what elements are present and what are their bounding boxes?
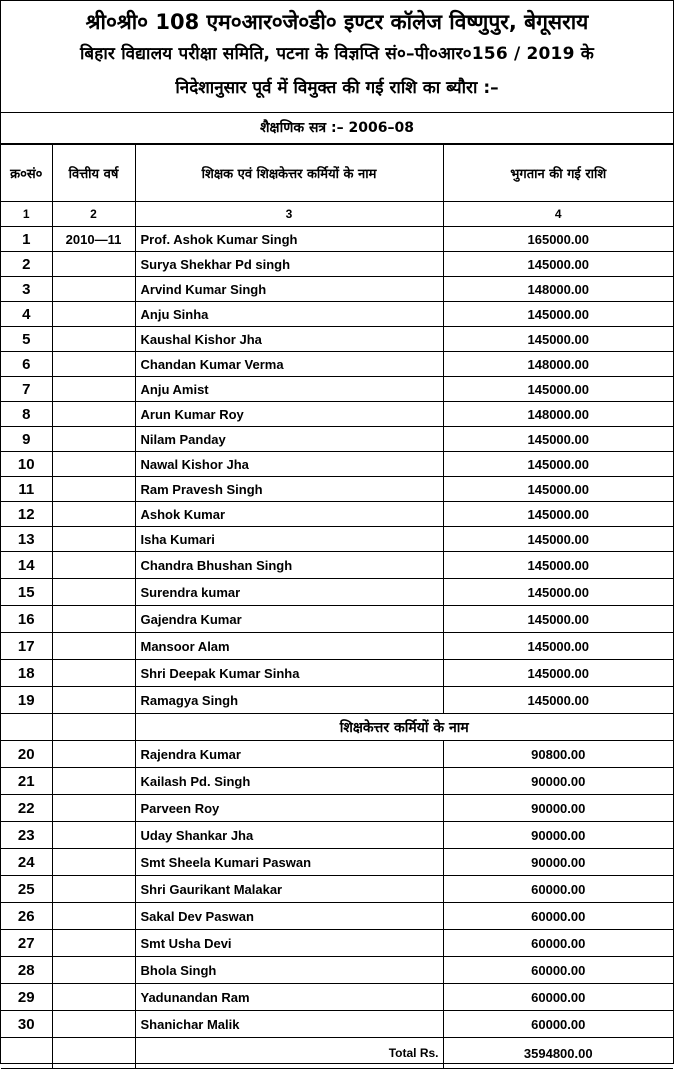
paid-amount: 60000.00	[443, 876, 673, 903]
serial-number: 23	[1, 822, 52, 849]
paid-amount: 90000.00	[443, 795, 673, 822]
person-name: Sakal Dev Paswan	[135, 903, 443, 930]
person-name: Chandra Bhushan Singh	[135, 552, 443, 579]
table-row	[1, 377, 673, 402]
table-row	[1, 452, 673, 477]
paid-amount: 165000.00	[443, 227, 673, 252]
paid-amount: 145000.00	[443, 252, 673, 277]
table-row	[1, 302, 673, 327]
serial-number: 28	[1, 957, 52, 984]
column-header-amount: भुगतान की गई राशि	[443, 145, 673, 202]
person-name: Surya Shekhar Pd singh	[135, 252, 443, 277]
paid-amount: 60000.00	[443, 1011, 673, 1038]
paid-amount: 90000.00	[443, 849, 673, 876]
empty-cell	[52, 714, 135, 741]
paid-amount: 148000.00	[443, 352, 673, 377]
financial-year	[52, 903, 135, 930]
serial-number: 21	[1, 768, 52, 795]
table-row	[1, 984, 673, 1011]
financial-year	[52, 427, 135, 452]
serial-number: 26	[1, 903, 52, 930]
table-row	[1, 502, 673, 527]
financial-year	[52, 768, 135, 795]
table-row	[1, 427, 673, 452]
paid-amount: 148000.00	[443, 402, 673, 427]
paid-amount: 145000.00	[443, 502, 673, 527]
academic-session: शैक्षणिक सत्र :– 2006–08	[1, 113, 673, 144]
paid-amount: 60000.00	[443, 957, 673, 984]
person-name: Surendra kumar	[135, 579, 443, 606]
financial-year	[52, 822, 135, 849]
financial-year	[52, 1011, 135, 1038]
table-row	[1, 876, 673, 903]
table-row	[1, 633, 673, 660]
person-name: Nilam Panday	[135, 427, 443, 452]
financial-year	[52, 452, 135, 477]
serial-number: 15	[1, 579, 52, 606]
person-name: Shri Deepak Kumar Sinha	[135, 660, 443, 687]
college-name: श्री०श्री० 108 एम०आर०जे०डी० इण्टर कॉलेज विष्णुपुर, बेगूसराय	[85, 10, 589, 34]
person-name: Ramagya Singh	[135, 687, 443, 714]
person-name: Arun Kumar Roy	[135, 402, 443, 427]
serial-number: 13	[1, 527, 52, 552]
financial-year	[52, 552, 135, 579]
serial-number: 6	[1, 352, 52, 377]
financial-year	[52, 606, 135, 633]
financial-year	[52, 327, 135, 352]
paid-amount: 145000.00	[443, 579, 673, 606]
serial-number: 30	[1, 1011, 52, 1038]
serial-number: 18	[1, 660, 52, 687]
serial-number: 2	[1, 252, 52, 277]
table-row	[1, 277, 673, 302]
financial-year	[52, 876, 135, 903]
serial-number: 14	[1, 552, 52, 579]
column-number: 2	[52, 202, 135, 227]
table-row	[1, 402, 673, 427]
total-amount: 3594800.00	[443, 1038, 673, 1069]
person-name: Uday Shankar Jha	[135, 822, 443, 849]
person-name: Rajendra Kumar	[135, 741, 443, 768]
column-header-sno: क्र०सं०	[1, 145, 52, 202]
column-header-row	[1, 145, 673, 202]
serial-number: 5	[1, 327, 52, 352]
serial-number: 11	[1, 477, 52, 502]
serial-number: 16	[1, 606, 52, 633]
paid-amount: 60000.00	[443, 984, 673, 1011]
person-name: Anju Sinha	[135, 302, 443, 327]
table-row	[1, 660, 673, 687]
notification-reference: बिहार विद्यालय परीक्षा समिति, पटना के विज्ञप्ति सं०–पी०आर०156 / 2019 के	[79, 44, 594, 64]
paid-amount: 145000.00	[443, 477, 673, 502]
serial-number: 7	[1, 377, 52, 402]
serial-number: 19	[1, 687, 52, 714]
serial-number: 12	[1, 502, 52, 527]
person-name: Parveen Roy	[135, 795, 443, 822]
person-name: Arvind Kumar Singh	[135, 277, 443, 302]
person-name: Gajendra Kumar	[135, 606, 443, 633]
serial-number: 24	[1, 849, 52, 876]
table-row	[1, 527, 673, 552]
person-name: Yadunandan Ram	[135, 984, 443, 1011]
serial-number: 29	[1, 984, 52, 1011]
column-header-year: वित्तीय वर्ष	[52, 145, 135, 202]
person-name: Prof. Ashok Kumar Singh	[135, 227, 443, 252]
paid-amount: 145000.00	[443, 687, 673, 714]
column-number: 3	[135, 202, 443, 227]
serial-number: 1	[1, 227, 52, 252]
statement-title: निदेशानुसार पूर्व में विमुक्त की गई राशि का ब्यौरा :–	[175, 78, 499, 98]
serial-number: 4	[1, 302, 52, 327]
serial-number: 17	[1, 633, 52, 660]
person-name: Kaushal Kishor Jha	[135, 327, 443, 352]
table-row	[1, 327, 673, 352]
person-name: Smt Usha Devi	[135, 930, 443, 957]
serial-number: 9	[1, 427, 52, 452]
person-name: Ashok Kumar	[135, 502, 443, 527]
paid-amount: 145000.00	[443, 427, 673, 452]
table-row	[1, 579, 673, 606]
table-row	[1, 903, 673, 930]
table-row	[1, 768, 673, 795]
financial-year	[52, 477, 135, 502]
document-header	[1, 1, 673, 113]
payment-table	[1, 144, 673, 1069]
person-name: Shanichar Malik	[135, 1011, 443, 1038]
financial-year	[52, 741, 135, 768]
person-name: Shri Gaurikant Malakar	[135, 876, 443, 903]
financial-year	[52, 402, 135, 427]
paid-amount: 145000.00	[443, 327, 673, 352]
financial-year	[52, 633, 135, 660]
person-name: Mansoor Alam	[135, 633, 443, 660]
person-name: Smt Sheela Kumari Paswan	[135, 849, 443, 876]
paid-amount: 148000.00	[443, 277, 673, 302]
financial-year	[52, 252, 135, 277]
person-name: Ram Pravesh Singh	[135, 477, 443, 502]
financial-year	[52, 352, 135, 377]
paid-amount: 145000.00	[443, 302, 673, 327]
paid-amount: 145000.00	[443, 633, 673, 660]
financial-year	[52, 849, 135, 876]
paid-amount: 145000.00	[443, 377, 673, 402]
paid-amount: 60000.00	[443, 903, 673, 930]
serial-number: 10	[1, 452, 52, 477]
paid-amount: 60000.00	[443, 930, 673, 957]
paid-amount: 145000.00	[443, 452, 673, 477]
table-row	[1, 930, 673, 957]
financial-year: 2010—11	[52, 227, 135, 252]
financial-year	[52, 302, 135, 327]
financial-year	[52, 377, 135, 402]
financial-year	[52, 277, 135, 302]
table-row	[1, 741, 673, 768]
paid-amount: 90800.00	[443, 741, 673, 768]
financial-year	[52, 660, 135, 687]
table-row	[1, 352, 673, 377]
paid-amount: 145000.00	[443, 660, 673, 687]
empty-cell	[1, 714, 52, 741]
serial-number: 25	[1, 876, 52, 903]
column-number: 4	[443, 202, 673, 227]
person-name: Nawal Kishor Jha	[135, 452, 443, 477]
column-number: 1	[1, 202, 52, 227]
serial-number: 22	[1, 795, 52, 822]
serial-number: 8	[1, 402, 52, 427]
table-row	[1, 477, 673, 502]
paid-amount: 90000.00	[443, 768, 673, 795]
serial-number: 27	[1, 930, 52, 957]
table-row	[1, 849, 673, 876]
total-label: Total Rs.	[135, 1038, 443, 1069]
table-row	[1, 252, 673, 277]
paid-amount: 145000.00	[443, 552, 673, 579]
table-row	[1, 606, 673, 633]
person-name: Chandan Kumar Verma	[135, 352, 443, 377]
financial-year	[52, 527, 135, 552]
serial-number: 3	[1, 277, 52, 302]
staff-heading-row	[1, 714, 673, 741]
table-row	[1, 552, 673, 579]
staff-section-title: शिक्षकेत्तर कर्मियों के नाम	[135, 714, 673, 741]
table-row	[1, 795, 673, 822]
person-name: Isha Kumari	[135, 527, 443, 552]
table-row	[1, 822, 673, 849]
financial-year	[52, 957, 135, 984]
table-row	[1, 1011, 673, 1038]
financial-year	[52, 930, 135, 957]
paid-amount: 145000.00	[443, 527, 673, 552]
financial-year	[52, 579, 135, 606]
paid-amount: 90000.00	[443, 822, 673, 849]
table-row	[1, 957, 673, 984]
financial-year	[52, 984, 135, 1011]
table-row	[1, 227, 673, 252]
column-header-names: शिक्षक एवं शिक्षकेत्तर कर्मियों के नाम	[135, 145, 443, 202]
paid-amount: 145000.00	[443, 606, 673, 633]
person-name: Kailash Pd. Singh	[135, 768, 443, 795]
serial-number: 20	[1, 741, 52, 768]
table-row	[1, 687, 673, 714]
financial-year	[52, 687, 135, 714]
person-name: Bhola Singh	[135, 957, 443, 984]
financial-year	[52, 795, 135, 822]
financial-year	[52, 502, 135, 527]
person-name: Anju Amist	[135, 377, 443, 402]
column-number-row	[1, 202, 673, 227]
